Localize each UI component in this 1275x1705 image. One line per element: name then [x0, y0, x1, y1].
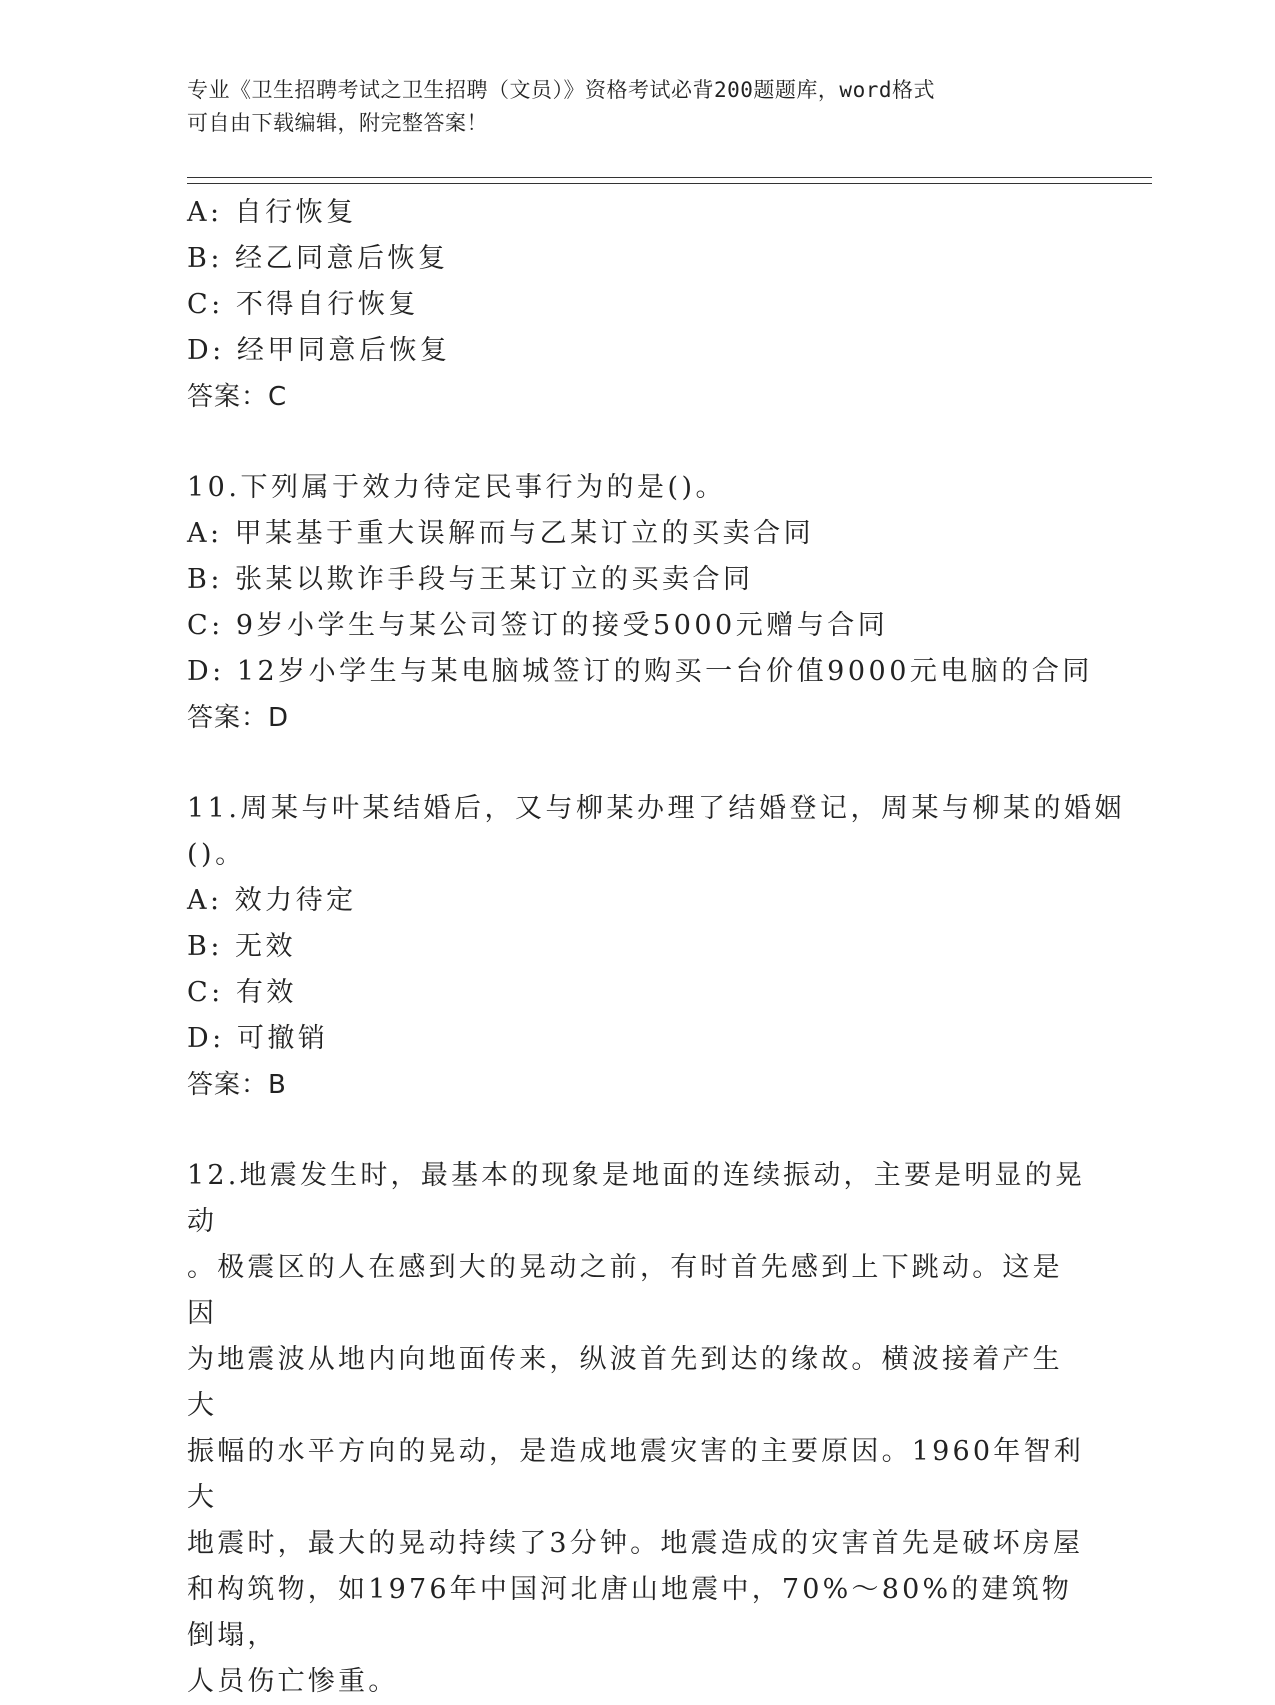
- header-divider-top: [187, 177, 1152, 178]
- header-title-line-1: 专业《卫生招聘考试之卫生招聘（文员）》资格考试必背200题题库，word格式: [187, 78, 935, 102]
- question-12: [187, 1153, 1087, 1705]
- option-d: D: 12岁小学生与某电脑城签订的购买一台价值9000元电脑的合同: [187, 656, 1093, 687]
- option-a: A: 自行恢复: [187, 197, 357, 228]
- question-text-line-4: 振幅的水平方向的晃动，是造成地震灾害的主要原因。1960年智利大: [187, 1436, 1084, 1513]
- option-a: A: 效力待定: [187, 885, 357, 916]
- answer-label: 答案：B: [187, 1070, 287, 1100]
- question-text-line-3: 为地震波从地内向地面传来，纵波首先到达的缘故。横波接着产生大: [187, 1344, 1063, 1421]
- option-a: A: 甲某基于重大误解而与乙某订立的买卖合同: [187, 518, 815, 549]
- option-d: D: 可撤销: [187, 1023, 329, 1054]
- answer-label: 答案：D: [187, 703, 290, 733]
- question-text-line-7: 人员伤亡惨重。: [187, 1666, 399, 1697]
- option-d: D: 经甲同意后恢复: [187, 335, 451, 366]
- question-10: [187, 465, 1093, 741]
- document-header: [187, 74, 1067, 140]
- question-text-line-1: 11.周某与叶某结婚后，又与柳某办理了结婚登记，周某与柳某的婚姻: [187, 793, 1125, 824]
- option-b: B: 无效: [187, 931, 297, 962]
- question-text-line-6: 和构筑物，如1976年中国河北唐山地震中，70%～80%的建筑物倒塌，: [187, 1574, 1073, 1651]
- question-text-line-1: 12.地震发生时，最基本的现象是地面的连续振动，主要是明显的晃动: [187, 1160, 1086, 1237]
- header-title-line-2: 可自由下载编辑，附完整答案！: [187, 111, 488, 135]
- option-c: C: 有效: [187, 977, 297, 1008]
- question-11: [187, 786, 1125, 1108]
- question-text: 10.下列属于效力待定民事行为的是()。: [187, 472, 727, 503]
- answer-label: 答案：C: [187, 382, 288, 412]
- header-divider-bottom: [187, 183, 1152, 184]
- question-9: [187, 190, 1087, 420]
- spacer: [187, 1108, 1087, 1153]
- question-text-line-5: 地震时，最大的晃动持续了3分钟。地震造成的灾害首先是破坏房屋: [187, 1528, 1084, 1559]
- option-c: C: 9岁小学生与某公司签订的接受5000元赠与合同: [187, 610, 889, 641]
- question-text-line-2: 。极震区的人在感到大的晃动之前，有时首先感到上下跳动。这是因: [187, 1252, 1063, 1329]
- option-b: B: 张某以欺诈手段与王某订立的买卖合同: [187, 564, 754, 595]
- option-b: B: 经乙同意后恢复: [187, 243, 449, 274]
- question-text-line-2: ()。: [187, 839, 246, 870]
- option-c: C: 不得自行恢复: [187, 289, 419, 320]
- spacer: [187, 420, 1087, 465]
- question-list: [187, 190, 1125, 1705]
- spacer: [187, 741, 1087, 786]
